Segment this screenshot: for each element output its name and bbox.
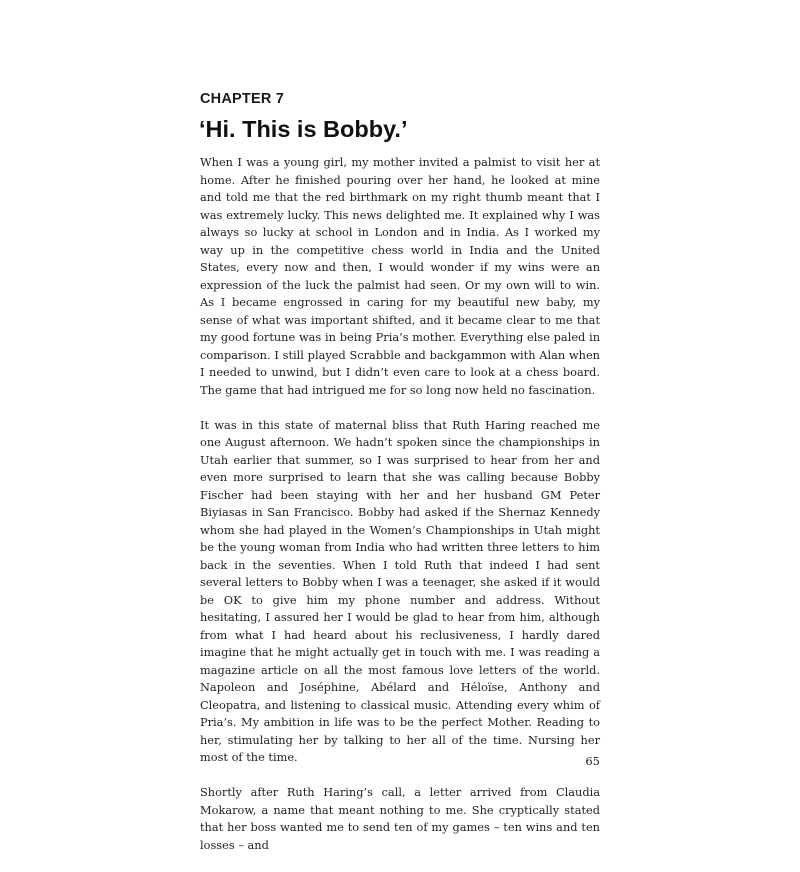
chapter-title: ‘Hi. This is Bobby.’ — [199, 116, 408, 142]
paragraph-1: When I was a young girl, my mother invited a palmist to visit her at home. After he finished pouring over her hand, he looked at mine and told me that the red birthmark on my right thumb meant that I was extremely lucky. This news delighted me. It explained why I was always so lucky at school in London and in India. As I worked my way up in the competitive chess world in India and the United States, every now and then, I would wonder if my wins were an expression of the luck the palmist had seen. Or my own will to win. As I became engrossed in caring for my beautiful new baby, my sense of what was important shifted, and it became clear to me that my good fortune was in being Pria’s mother. Everything else paled in comparison. I still played Scrabble and backgammon with Alan when I needed to unwind, but I didn’t even care to look at a chess board. The game that had intrigued me for so long now held no fascination. — [200, 155, 600, 397]
paragraph-3: Shortly after Ruth Haring’s call, a letter arrived from Claudia Mokarow, a name that meant nothing to me. She cryptically stated that her boss wanted me to send ten of my games – ten wins and ten losses – and — [200, 785, 600, 852]
body-text — [200, 154, 600, 872]
page-number: 65 — [585, 754, 600, 768]
chapter-label: CHAPTER 7 — [200, 91, 284, 107]
paragraph-2: It was in this state of maternal bliss that Ruth Haring reached me one August afternoon. We hadn’t spoken since the championships in Utah earlier that summer, so I was surprised to hear from her and even more surprised to learn that she was calling because Bobby Fischer had been staying with her and her husband GM Peter Biyiasas in San Francisco. Bobby had asked if the Shernaz Kennedy whom she had played in the Women’s Championships in Utah might be the young woman from India who had written three letters to him back in the seventies. When I told Ruth that indeed I had sent several letters to Bobby when I was a teenager, she asked if it would be OK to give him my phone number and address. Without hesitating, I assured her I would be glad to hear from him, although from what I had heard about his reclusiveness, I hardly dared imagine that he might actually get in touch with me. I was reading a magazine article on all the most famous love letters of the world. Napoleon and Joséphine, Abélard and Héloïse, Anthony and Cleopatra, and listening to classical music. Attending every whim of Pria’s. My ambition in life was to be the perfect Mother. Reading to her, stimulating her by talking to her all of the time. Nursing her most of the time. — [200, 417, 600, 764]
